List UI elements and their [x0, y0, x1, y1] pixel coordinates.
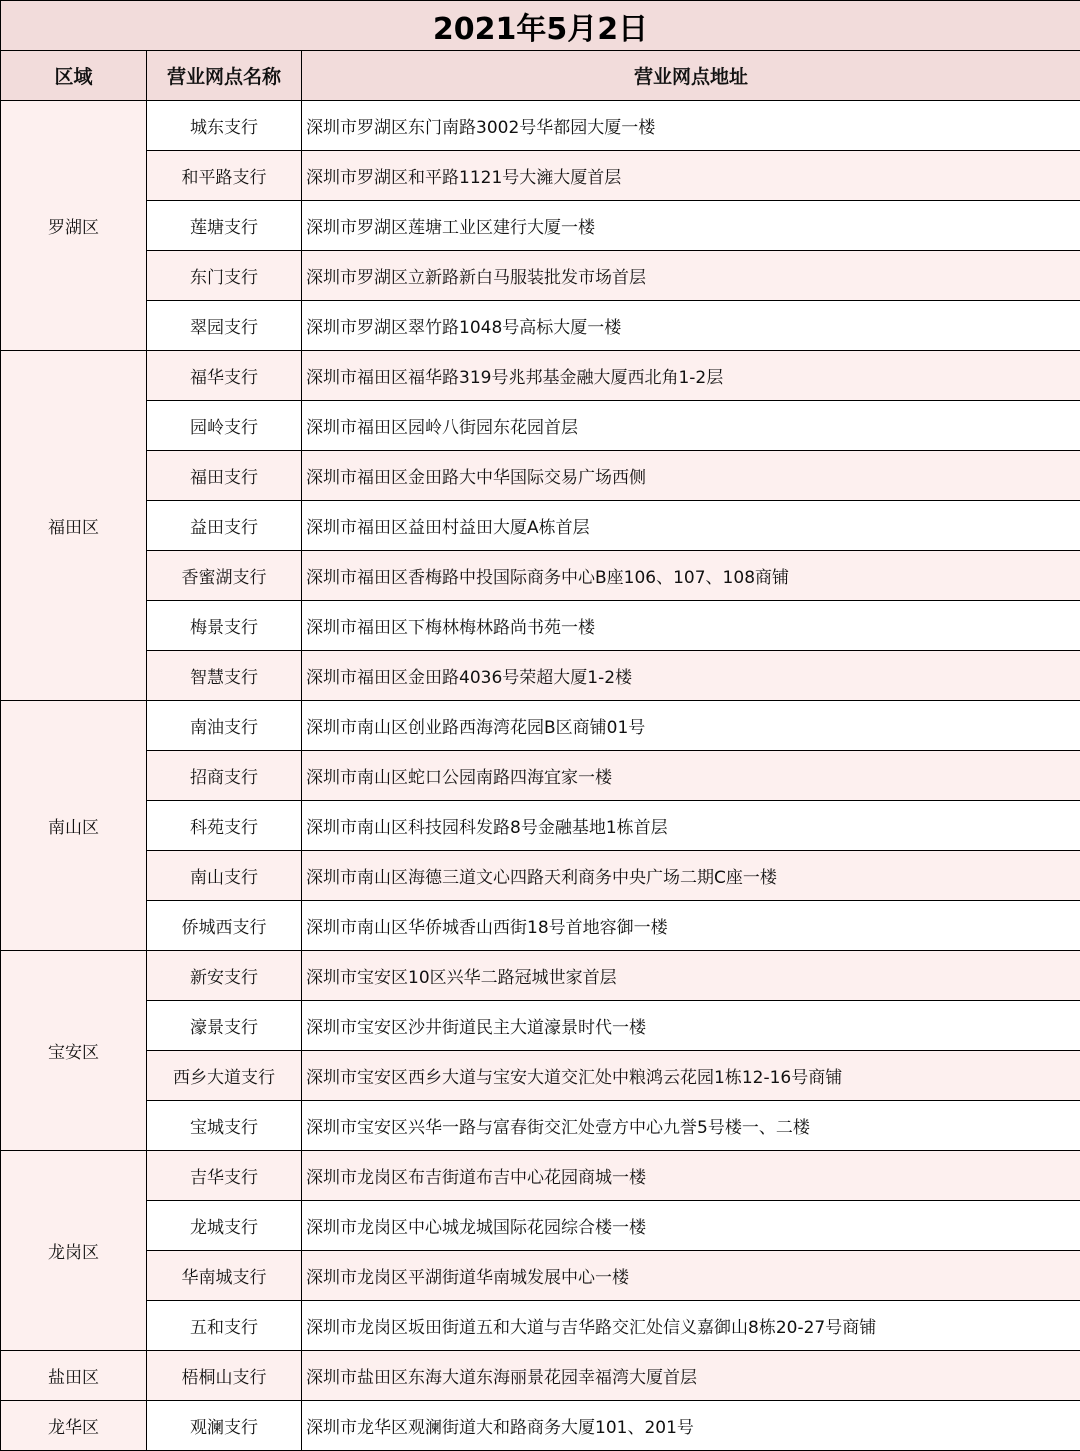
branch-address-cell: 深圳市南山区创业路西海湾花园B区商铺01号 [302, 701, 1080, 751]
branch-address-cell: 深圳市罗湖区莲塘工业区建行大厦一楼 [302, 201, 1080, 251]
table-row [1, 1251, 1080, 1301]
branch-name-cell: 宝城支行 [147, 1101, 302, 1151]
table-row [1, 601, 1080, 651]
branch-name-cell: 翠园支行 [147, 301, 302, 351]
branch-name-cell: 南山支行 [147, 851, 302, 901]
branch-address-cell: 深圳市龙华区观澜街道大和路商务大厦101、201号 [302, 1401, 1080, 1451]
branch-name-cell: 招商支行 [147, 751, 302, 801]
table-row [1, 1301, 1080, 1351]
branch-name-cell: 福田支行 [147, 451, 302, 501]
table-row [1, 201, 1080, 251]
branch-address-cell: 深圳市宝安区沙井街道民主大道濠景时代一楼 [302, 1001, 1080, 1051]
branch-address-cell: 深圳市龙岗区中心城龙城国际花园综合楼一楼 [302, 1201, 1080, 1251]
branch-address-cell: 深圳市罗湖区和平路1121号大澭大厦首层 [302, 151, 1080, 201]
branch-name-cell: 吉华支行 [147, 1151, 302, 1201]
table-row [1, 1351, 1080, 1401]
branch-address-cell: 深圳市福田区金田路4036号荣超大厦1-2楼 [302, 651, 1080, 701]
branch-name-cell: 观澜支行 [147, 1401, 302, 1451]
branch-name-cell: 园岭支行 [147, 401, 302, 451]
table-row [1, 401, 1080, 451]
branch-name-cell: 华南城支行 [147, 1251, 302, 1301]
table-row [1, 801, 1080, 851]
region-cell: 福田区 [1, 351, 147, 701]
branch-name-cell: 梧桐山支行 [147, 1351, 302, 1401]
branch-name-cell: 龙城支行 [147, 1201, 302, 1251]
branch-name-cell: 香蜜湖支行 [147, 551, 302, 601]
table-row [1, 351, 1080, 401]
branch-address-cell: 深圳市罗湖区翠竹路1048号高标大厦一楼 [302, 301, 1080, 351]
header-address: 营业网点地址 [302, 51, 1080, 101]
branch-name-cell: 西乡大道支行 [147, 1051, 302, 1101]
table-body [1, 101, 1080, 1451]
branch-name-cell: 濠景支行 [147, 1001, 302, 1051]
branch-address-cell: 深圳市罗湖区东门南路3002号华都园大厦一楼 [302, 101, 1080, 151]
branch-address-cell: 深圳市福田区益田村益田大厦A栋首层 [302, 501, 1080, 551]
branch-address-cell: 深圳市南山区蛇口公园南路四海宜家一楼 [302, 751, 1080, 801]
branch-name-cell: 福华支行 [147, 351, 302, 401]
page-title: 2021年5月2日 [1, 1, 1080, 51]
table-row [1, 1151, 1080, 1201]
branch-address-cell: 深圳市南山区华侨城香山西街18号首地容御一楼 [302, 901, 1080, 951]
table-row [1, 851, 1080, 901]
branch-address-cell: 深圳市福田区园岭八街园东花园首层 [302, 401, 1080, 451]
branch-name-cell: 梅景支行 [147, 601, 302, 651]
branch-address-cell: 深圳市福田区香梅路中投国际商务中心B座106、107、108商铺 [302, 551, 1080, 601]
branch-name-cell: 南油支行 [147, 701, 302, 751]
branch-address-cell: 深圳市宝安区兴华一路与富春街交汇处壹方中心九誉5号楼一、二楼 [302, 1101, 1080, 1151]
region-cell: 宝安区 [1, 951, 147, 1151]
region-cell: 盐田区 [1, 1351, 147, 1401]
branch-address-cell: 深圳市盐田区东海大道东海丽景花园幸福湾大厦首层 [302, 1351, 1080, 1401]
branch-address-cell: 深圳市龙岗区布吉街道布吉中心花园商城一楼 [302, 1151, 1080, 1201]
header-region: 区域 [1, 51, 147, 101]
region-cell: 南山区 [1, 701, 147, 951]
table-row [1, 751, 1080, 801]
branch-name-cell: 新安支行 [147, 951, 302, 1001]
branch-address-cell: 深圳市福田区金田路大中华国际交易广场西侧 [302, 451, 1080, 501]
branch-name-cell: 五和支行 [147, 1301, 302, 1351]
branch-address-cell: 深圳市南山区科技园科发路8号金融基地1栋首层 [302, 801, 1080, 851]
branch-address-cell: 深圳市罗湖区立新路新白马服装批发市场首层 [302, 251, 1080, 301]
branch-address-cell: 深圳市福田区福华路319号兆邦基金融大厦西北角1-2层 [302, 351, 1080, 401]
branch-address-cell: 深圳市龙岗区坂田街道五和大道与吉华路交汇处信义嘉御山8栋20-27号商铺 [302, 1301, 1080, 1351]
table-row [1, 101, 1080, 151]
table-row [1, 901, 1080, 951]
table-row [1, 251, 1080, 301]
branch-name-cell: 城东支行 [147, 101, 302, 151]
branch-address-cell: 深圳市南山区海德三道文心四路天利商务中央广场二期C座一楼 [302, 851, 1080, 901]
table-row [1, 1101, 1080, 1151]
region-cell: 罗湖区 [1, 101, 147, 351]
branch-name-cell: 莲塘支行 [147, 201, 302, 251]
header-branch: 营业网点名称 [147, 51, 302, 101]
table-row [1, 701, 1080, 751]
branch-address-cell: 深圳市龙岗区平湖街道华南城发展中心一楼 [302, 1251, 1080, 1301]
region-cell: 龙岗区 [1, 1151, 147, 1351]
branch-name-cell: 益田支行 [147, 501, 302, 551]
branch-name-cell: 东门支行 [147, 251, 302, 301]
table-row [1, 651, 1080, 701]
region-cell: 龙华区 [1, 1401, 147, 1451]
branch-address-cell: 深圳市宝安区10区兴华二路冠城世家首层 [302, 951, 1080, 1001]
table-row [1, 1051, 1080, 1101]
table-row [1, 451, 1080, 501]
table-row [1, 501, 1080, 551]
table-row [1, 1201, 1080, 1251]
table-row [1, 1401, 1080, 1451]
branch-name-cell: 科苑支行 [147, 801, 302, 851]
table-row [1, 551, 1080, 601]
table-row [1, 1001, 1080, 1051]
branch-address-cell: 深圳市宝安区西乡大道与宝安大道交汇处中粮鸿云花园1栋12-16号商铺 [302, 1051, 1080, 1101]
branch-address-cell: 深圳市福田区下梅林梅林路尚书苑一楼 [302, 601, 1080, 651]
branch-name-cell: 和平路支行 [147, 151, 302, 201]
table-row [1, 301, 1080, 351]
branch-name-cell: 智慧支行 [147, 651, 302, 701]
table-row [1, 951, 1080, 1001]
table-row [1, 151, 1080, 201]
branch-name-cell: 侨城西支行 [147, 901, 302, 951]
